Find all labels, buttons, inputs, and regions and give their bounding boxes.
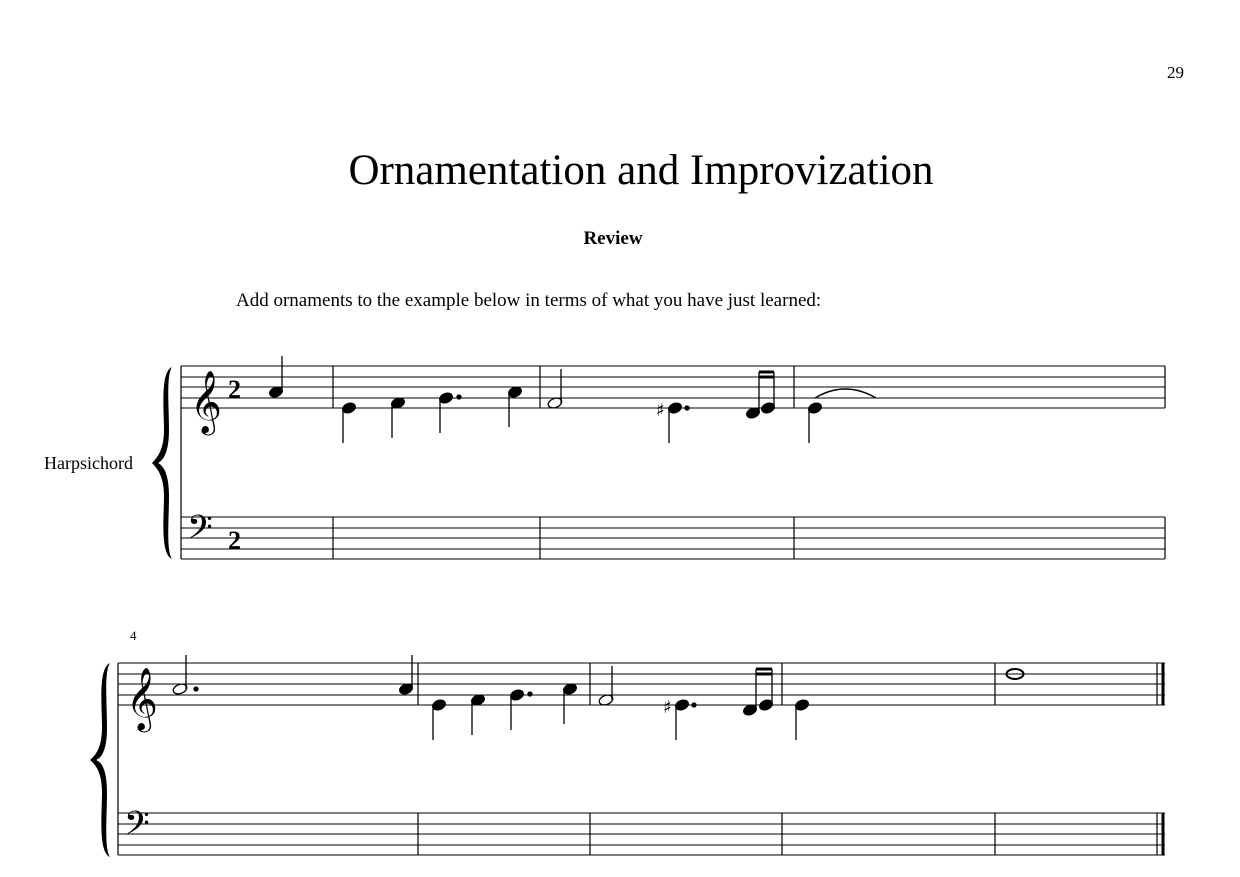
treble-staff bbox=[118, 663, 1165, 705]
brace bbox=[90, 663, 110, 857]
system-2 bbox=[90, 628, 1165, 857]
svg-text:♯: ♯ bbox=[663, 697, 672, 718]
bass-staff bbox=[181, 517, 1165, 559]
section-heading: Review bbox=[583, 228, 643, 249]
page-number: 29 bbox=[1167, 63, 1184, 82]
page-title: Ornamentation and Improvization bbox=[348, 147, 934, 194]
brace bbox=[152, 367, 172, 559]
time-signature-bass: 2 bbox=[228, 526, 241, 555]
treble-notes bbox=[172, 655, 1024, 740]
bass-clef-icon: 𝄢 bbox=[124, 805, 150, 851]
barlines bbox=[118, 663, 1163, 855]
instrument-label: Harpsichord bbox=[44, 453, 133, 473]
svg-text:♯: ♯ bbox=[656, 400, 665, 421]
treble-staff bbox=[181, 366, 1165, 408]
system-1 bbox=[44, 356, 1165, 559]
barlines bbox=[181, 366, 1165, 559]
treble-clef-icon: 𝄞 bbox=[126, 667, 158, 730]
treble-notes bbox=[268, 356, 876, 443]
instructions-text: Add ornaments to the example below in terms of what you have just learned: bbox=[236, 290, 822, 311]
bass-clef-icon: 𝄢 bbox=[187, 509, 213, 555]
measure-number: 4 bbox=[130, 628, 137, 643]
treble-clef-icon: 𝄞 bbox=[190, 370, 222, 433]
time-signature-treble: 2 bbox=[228, 375, 241, 404]
bass-staff bbox=[118, 813, 1165, 855]
